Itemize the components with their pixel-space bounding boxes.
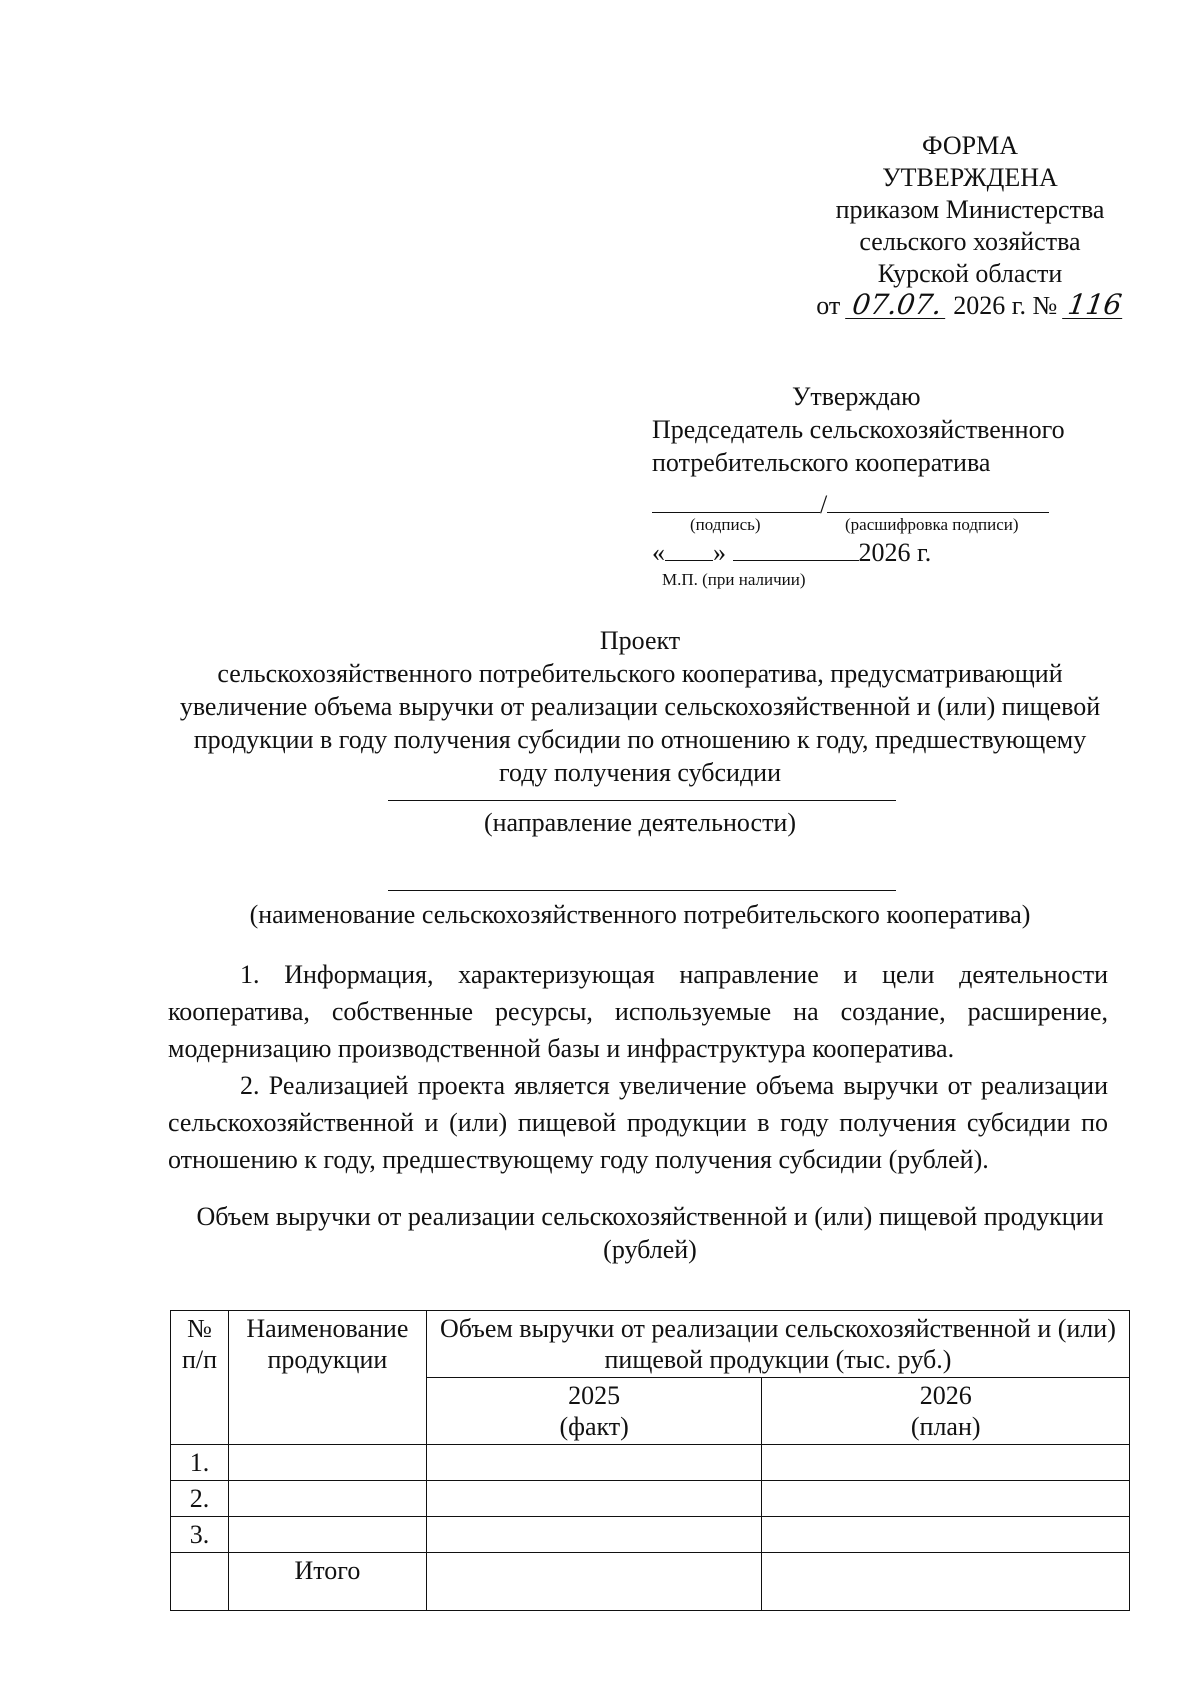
stamp-form-label: ФОРМА [922, 131, 1018, 160]
table-row [171, 1481, 1130, 1517]
coop-name-caption: (наименование сельскохозяйственного потребительского кооператива) [249, 900, 1031, 929]
revenue-table [170, 1310, 1130, 1611]
table-total-row [171, 1553, 1130, 1611]
row-number: 1. [171, 1445, 229, 1481]
row-number: 2. [171, 1481, 229, 1517]
total-2026-cell [762, 1553, 1130, 1611]
stamp-region-line: Курской области [877, 259, 1063, 288]
project-title-line1: Проект [599, 626, 681, 655]
header-2026-note: (план) [910, 1412, 981, 1441]
signature-blank [652, 490, 820, 513]
table-title-line2: (рублей) [603, 1235, 697, 1264]
paragraph-2: 2. Реализацией проекта является увеличение объема выручки от реализации сельскохозяйственной и (или) пищевой продукции в году получения субсидии по отношению к году, предшествующему году получения субсидии (рублей). [168, 1071, 1108, 1174]
table-row [171, 1445, 1130, 1481]
row-2026-cell [762, 1481, 1130, 1517]
direction-blank-line [388, 800, 896, 801]
project-title-line3: увеличение объема выручки от реализации сельскохозяйственной и (или) пищевой [179, 692, 1101, 721]
total-number-cell [171, 1553, 229, 1611]
direction-caption: (направление деятельности) [483, 808, 797, 837]
coop-name-blank-line [388, 890, 896, 891]
seal-caption: М.П. (при наличии) [662, 570, 806, 589]
row-2025-cell [426, 1445, 762, 1481]
date-open-quote: « [652, 538, 665, 567]
stamp-order-line: приказом Министерства [835, 195, 1105, 224]
stamp-date-prefix: от [816, 291, 841, 320]
header-revenue-group: Объем выручки от реализации сельскохозяйственной и (или) пищевой продукции (тыс. руб.) [426, 1311, 1129, 1378]
project-title-line2: сельскохозяйственного потребительского кооператива, предусматривающий [217, 659, 1063, 688]
table-row [171, 1517, 1130, 1553]
header-2025 [426, 1378, 762, 1445]
stamp-year-number-label: 2026 г. № [953, 291, 1058, 320]
header-2026-year: 2026 [919, 1381, 972, 1410]
header-number: № п/п [171, 1311, 229, 1445]
stamp-ministry-line: сельского хозяйства [859, 227, 1081, 256]
table-title [170, 1200, 1130, 1266]
row-product-cell [228, 1445, 426, 1481]
approval-title: Утверждаю [792, 382, 921, 411]
header-product-name: Наименование продукции [228, 1311, 426, 1445]
row-product-cell [228, 1517, 426, 1553]
date-close-quote: » [713, 538, 726, 567]
row-2025-cell [426, 1481, 762, 1517]
signature-decoding-caption: (расшифровка подписи) [845, 515, 1019, 534]
row-number: 3. [171, 1517, 229, 1553]
chairman-position-line2: потребительского кооператива [652, 448, 991, 477]
chairman-position-line1: Председатель сельскохозяйственного [652, 415, 1065, 444]
stamp-date-line [700, 290, 1200, 322]
stamp-approved-label: УТВЕРЖДЕНА [882, 163, 1058, 192]
handwritten-order-number: 116 [1062, 292, 1126, 319]
row-2026-cell [762, 1517, 1130, 1553]
total-label: Итого [228, 1553, 426, 1611]
total-2025-cell [426, 1553, 762, 1611]
approval-stamp [700, 130, 1200, 322]
table-title-line1: Объем выручки от реализации сельскохозяйственной и (или) пищевой продукции [196, 1202, 1104, 1231]
header-2025-note: (факт) [559, 1412, 629, 1441]
signature-decoding-blank [827, 490, 1049, 513]
date-day-blank [665, 538, 713, 561]
header-2026 [762, 1378, 1130, 1445]
row-2025-cell [426, 1517, 762, 1553]
row-2026-cell [762, 1445, 1130, 1481]
header-2025-year: 2025 [568, 1381, 621, 1410]
signature-slash: / [820, 490, 828, 519]
approval-year: 2026 г. [858, 538, 932, 567]
paragraph-1: 1. Информация, характеризующая направление и цели деятельности кооператива, собственные ресурсы, используемые на создание, расширение, модернизацию производственной базы и инфраструктура кооператива. [168, 960, 1108, 1063]
date-month-blank [733, 538, 859, 561]
chairman-approval-block [652, 380, 1065, 479]
row-product-cell [228, 1481, 426, 1517]
signature-caption: (подпись) [690, 515, 761, 534]
project-title-line5: году получения субсидии [498, 758, 782, 787]
project-title [160, 624, 1120, 789]
handwritten-date: 07.07. [845, 292, 949, 319]
table-header-row [171, 1311, 1130, 1378]
approval-date-row [652, 538, 931, 568]
project-title-line4: продукции в году получения субсидии по отношению к году, предшествующему [193, 725, 1087, 754]
